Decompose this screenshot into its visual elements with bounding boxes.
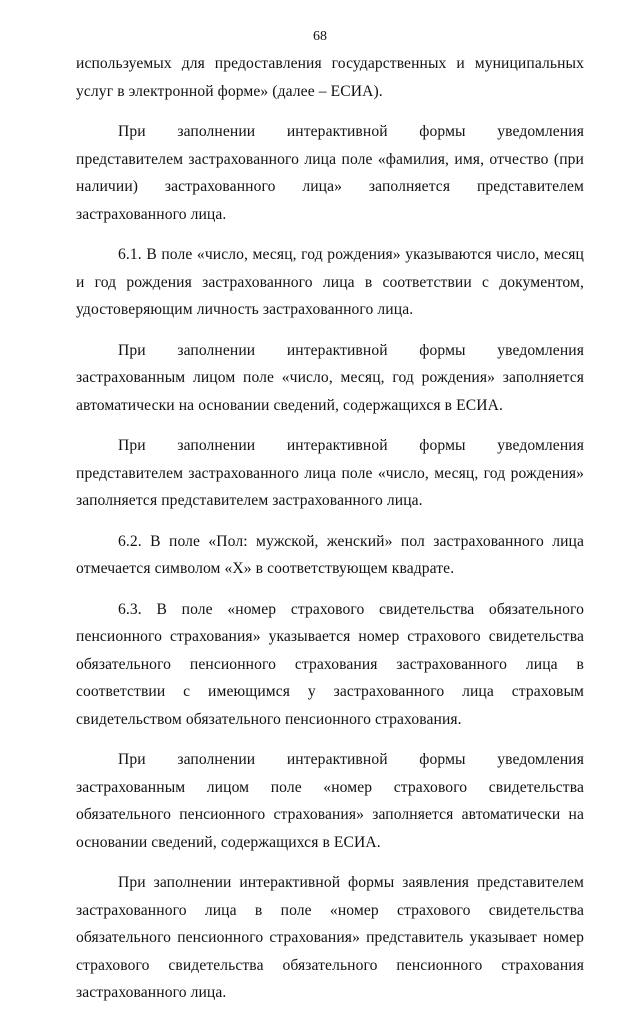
paragraph-continuation: используемых для предоставления государственных и муниципальных услуг в электронной форме» (далее – ЕСИА). bbox=[76, 55, 584, 100]
paragraph-representative-fio: При заполнении интерактивной формы уведомления представителем застрахованного лица поле «фамилия, имя, отчество (при наличии) застрахованного лица» заполняется представителем застрахованного лица. bbox=[76, 123, 584, 223]
paragraph-insured-birthdate: При заполнении интерактивной формы уведомления застрахованным лицом поле «число, месяц, год рождения» заполняется автоматически на основании сведений, содержащихся в ЕСИА. bbox=[76, 341, 584, 414]
document-body bbox=[76, 50, 584, 1020]
page-number: 68 bbox=[313, 29, 327, 44]
paragraph-6-1: 6.1. В поле «число, месяц, год рождения» указываются число, месяц и год рождения застрахованного лица в соответствии с документом, удостоверяющим личность застрахованного лица. bbox=[76, 246, 584, 318]
paragraph-6-3: 6.3. В поле «номер страхового свидетельства обязательного пенсионного страхования» указывается номер страхового свидетельства обязательного пенсионного страхования застрахованного лица в соответствии с имеющимся у застрахованного лица страховым свидетельством обязательного пенсионного страхования. bbox=[76, 600, 584, 728]
paragraph-6-2: 6.2. В поле «Пол: мужской, женский» пол застрахованного лица отмечается символом «X» в соответствующем квадрате. bbox=[76, 532, 584, 577]
paragraph-insured-snils: При заполнении интерактивной формы уведомления застрахованным лицом поле «номер страхового свидетельства обязательного пенсионного страхования» заполняется автоматически на основании сведений, содержащихся в ЕСИА. bbox=[76, 751, 584, 851]
paragraph-representative-birthdate: При заполнении интерактивной формы уведомления представителем застрахованного лица поле «число, месяц, год рождения» заполняется представителем застрахованного лица. bbox=[76, 437, 584, 509]
paragraph-representative-snils: При заполнении интерактивной формы заявления представителем застрахованного лица в поле «номер страхового свидетельства обязательного пенсионного страхования» представитель указывает номер страхового свидетельства обязательного пенсионного страхования застрахованного лица. bbox=[76, 874, 584, 1001]
